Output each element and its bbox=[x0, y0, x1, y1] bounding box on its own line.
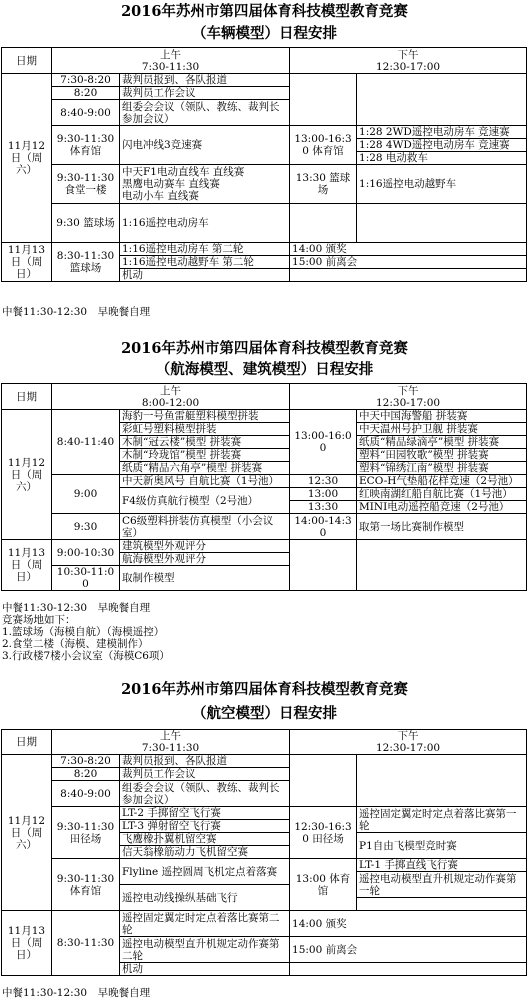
time-cell: 8:40-11:40 bbox=[52, 410, 120, 475]
blank-cell bbox=[290, 74, 357, 126]
blank-cell bbox=[357, 755, 527, 807]
event-cell: 机动 bbox=[120, 963, 290, 976]
event-cell: 闪电冲线3竞速赛 bbox=[120, 126, 290, 165]
time-cell: 13:30 篮球场 bbox=[290, 165, 357, 204]
event-cell: 塑料“田园牧歌”模型 拼装赛 bbox=[357, 449, 527, 462]
time-cell: 9:00 bbox=[52, 475, 120, 514]
event-cell: 14:00 颁奖 bbox=[290, 911, 527, 937]
time-cell: 9:30-11:30 田径场 bbox=[52, 807, 120, 859]
venue-title: 竞赛场地如下： bbox=[2, 614, 76, 626]
event-cell: 木制“冠云楼”模型 拼装赛 bbox=[120, 436, 290, 449]
schedule-table bbox=[1, 383, 527, 591]
event-cell: 遥控电动线操纵基础飞行 bbox=[120, 885, 290, 911]
section-subtitle: （航空模型）日程安排 bbox=[192, 705, 337, 722]
section-title: 2016年苏州市第四届体育科技模型教育竞赛 bbox=[121, 3, 408, 20]
event-cell: MINI电动遥控船竞速（2号池） bbox=[357, 501, 527, 514]
time-cell: 10:30-11:00 bbox=[52, 566, 120, 591]
event-cell: 建筑模型外观评分 bbox=[120, 540, 290, 553]
event-cell: 彩虹号塑料模型拼装 bbox=[120, 423, 290, 436]
time-cell: 9:30-11:30 体育馆 bbox=[52, 859, 120, 911]
event-cell: 中天温州号护卫舰 拼装赛 bbox=[357, 423, 527, 436]
time-cell: 14:00-14:30 bbox=[290, 514, 357, 540]
blank-cell bbox=[357, 898, 527, 911]
header-pm: 下午 12:30-17:00 bbox=[290, 48, 527, 74]
event-cell: 红映南湖红船自航比赛（1号池） bbox=[357, 488, 527, 501]
time-cell: 8:40-9:00 bbox=[52, 100, 120, 126]
meal-note: 中餐11:30-12:30 早晚餐自理 bbox=[2, 306, 151, 318]
venue-item: 2.食堂二楼（海模、建模制作） bbox=[2, 638, 149, 650]
time-cell: 13:00 bbox=[290, 488, 357, 501]
event-cell: 1:16遥控电动越野车 bbox=[357, 165, 527, 204]
blank-cell bbox=[357, 204, 527, 243]
blank-cell bbox=[290, 269, 527, 282]
time-cell: 13:00-16:30 体育馆 bbox=[290, 126, 357, 165]
event-cell: 飞鹰橡扑翼机留空赛 bbox=[120, 833, 290, 846]
blank-cell bbox=[290, 963, 527, 976]
event-cell: 塑料“锦绣江南”模型 拼装赛 bbox=[357, 462, 527, 475]
time-cell: 9:30-11:30 食堂一楼 bbox=[52, 165, 120, 204]
meal-note: 中餐11:30-12:30 早晚餐自理 bbox=[2, 602, 151, 614]
venue-item: 1.篮球场（海模自航）（海模遥控） bbox=[2, 626, 165, 638]
event-cell: LT-3 弹射留空飞行赛 bbox=[120, 820, 290, 833]
event-cell: 中天中国海警船 拼装赛 bbox=[357, 410, 527, 423]
event-cell: 15:00 前离会 bbox=[290, 256, 527, 269]
meal-note: 中餐11:30-12:30 早晚餐自理 bbox=[2, 987, 151, 999]
event-cell: 裁判员报到、各队报道 bbox=[120, 74, 290, 87]
time-cell: 8:30-11:30 篮球场 bbox=[52, 243, 120, 282]
time-cell: 12:30-16:30 田径场 bbox=[290, 807, 357, 859]
blank-cell bbox=[290, 540, 357, 591]
section-title: 2016年苏州市第四届体育科技模型教育竞赛 bbox=[121, 340, 408, 357]
event-cell: 取制作模型 bbox=[120, 566, 290, 591]
date-cell: 11月13日（周日） bbox=[2, 243, 52, 282]
event-cell: 纸质“精品绿滴亭”模型 拼装赛 bbox=[357, 436, 527, 449]
section-title: 2016年苏州市第四届体育科技模型教育竞赛 bbox=[121, 681, 408, 698]
event-cell: 航海模型外观评分 bbox=[120, 553, 290, 566]
blank-cell bbox=[290, 755, 357, 807]
header-am: 上午 7:30-11:30 bbox=[52, 48, 290, 74]
time-cell: 8:20 bbox=[52, 768, 120, 781]
event-cell: 裁判员工作会议 bbox=[120, 768, 290, 781]
event-cell: 中天F1电动直线车 直线赛 黑鹰电动赛车 直线赛 电动小车 直线赛 bbox=[120, 165, 290, 204]
time-cell: 9:30 篮球场 bbox=[52, 204, 120, 243]
event-cell: 机动 bbox=[120, 269, 290, 282]
event-cell: 遥控固定翼定时定点着落比赛第一轮 bbox=[357, 807, 527, 833]
event-cell: ECO-H气垫船花样竞速（2号池） bbox=[357, 475, 527, 488]
header-date: 日期 bbox=[2, 48, 52, 74]
blank-cell bbox=[357, 74, 527, 126]
event-cell: 1:28 2WD遥控电动房车 竞速赛 bbox=[357, 126, 527, 139]
event-cell: 取第一场比赛制作模型 bbox=[357, 514, 527, 540]
event-cell: 中天新奥风号 自航比赛（1号池） bbox=[120, 475, 290, 488]
date-cell: 11月12日（周六） bbox=[2, 410, 52, 540]
header-pm: 下午 12:30-17:00 bbox=[290, 730, 527, 755]
date-cell: 11月12日（周六） bbox=[2, 755, 52, 911]
time-cell: 7:30-8:20 bbox=[52, 755, 120, 768]
event-cell: LT-1 手掷直线飞行赛 bbox=[357, 859, 527, 872]
venue-item: 3.行政楼7楼小会议室（海模C6项） bbox=[2, 650, 170, 662]
event-cell: 1:28 电动救车 bbox=[357, 152, 527, 165]
event-cell: 纸质“精品六角亭”模型 拼装赛 bbox=[120, 462, 290, 475]
time-cell: 13:00 体育馆 bbox=[290, 859, 357, 911]
event-cell: 14:00 颁奖 bbox=[290, 243, 527, 256]
time-cell: 8:30-11:30 bbox=[52, 911, 120, 976]
event-cell: 遥控电动模型直升机规定动作赛第二轮 bbox=[120, 937, 290, 963]
event-cell: LT-2 手掷留空飞行赛 bbox=[120, 807, 290, 820]
time-cell: 9:00-10:30 bbox=[52, 540, 120, 566]
event-cell: C6级塑料拼装仿真模型（小会议室） bbox=[120, 514, 290, 540]
event-cell: P1自由飞模型竞时赛 bbox=[357, 833, 527, 859]
schedule-table bbox=[1, 729, 527, 976]
date-cell: 11月13日（周日） bbox=[2, 540, 52, 591]
time-cell: 13:00-16:00 bbox=[290, 410, 357, 475]
time-cell: 8:40-9:00 bbox=[52, 781, 120, 807]
event-cell: 1:16遥控电动房车 第二轮 bbox=[120, 243, 290, 256]
event-cell: Flyline 遥控圆周飞机定点着落赛 bbox=[120, 859, 290, 885]
event-cell: 1:16遥控电动房车 bbox=[120, 204, 290, 243]
header-date: 日期 bbox=[2, 730, 52, 755]
event-cell: 信天翁橡筋动力飞机留空赛 bbox=[120, 846, 290, 859]
event-cell: 裁判员报到、各队报道 bbox=[120, 755, 290, 768]
date-cell: 11月13日（周日） bbox=[2, 911, 52, 976]
event-cell: 组委会会议（领队、教练、裁判长参加会议） bbox=[120, 781, 290, 807]
section-subtitle: （车辆模型）日程安排 bbox=[192, 25, 337, 42]
header-am: 上午 7:30-11:30 bbox=[52, 730, 290, 755]
event-cell: 1:16遥控电动越野车 第二轮 bbox=[120, 256, 290, 269]
time-cell: 8:20 bbox=[52, 87, 120, 100]
time-cell: 13:30 bbox=[290, 501, 357, 514]
event-cell: 组委会会议（领队、教练、裁判长参加会议） bbox=[120, 100, 290, 126]
time-cell: 9:30 bbox=[52, 514, 120, 540]
event-cell: 1:28 4WD遥控电动房车 竞速赛 bbox=[357, 139, 527, 152]
header-pm: 下午 12:30-17:00 bbox=[290, 384, 527, 410]
header-am: 上午 8:00-12:00 bbox=[52, 384, 290, 410]
event-cell: 遥控固定翼定时定点着落比赛第二轮 bbox=[120, 911, 290, 937]
time-cell: 12:30 bbox=[290, 475, 357, 488]
event-cell: 海豹一号鱼雷艇塑料模型拼装 bbox=[120, 410, 290, 423]
blank-cell bbox=[290, 204, 357, 243]
header-date: 日期 bbox=[2, 384, 52, 410]
event-cell: 木制“玲珑馆”模型 拼装赛 bbox=[120, 449, 290, 462]
event-cell: 裁判员工作会议 bbox=[120, 87, 290, 100]
schedule-table bbox=[1, 47, 527, 282]
blank-cell bbox=[357, 540, 527, 591]
time-cell: 7:30-8:20 bbox=[52, 74, 120, 87]
section-subtitle: （航海模型、建筑模型）日程安排 bbox=[155, 361, 374, 378]
event-cell: F4级仿真航行模型（2号池） bbox=[120, 488, 290, 514]
date-cell: 11月12日（周六） bbox=[2, 74, 52, 243]
event-cell: 遥控电动模型直升机规定动作赛第一轮 bbox=[357, 872, 527, 898]
event-cell: 15:00 前离会 bbox=[290, 937, 527, 963]
time-cell: 9:30-11:30 体育馆 bbox=[52, 126, 120, 165]
